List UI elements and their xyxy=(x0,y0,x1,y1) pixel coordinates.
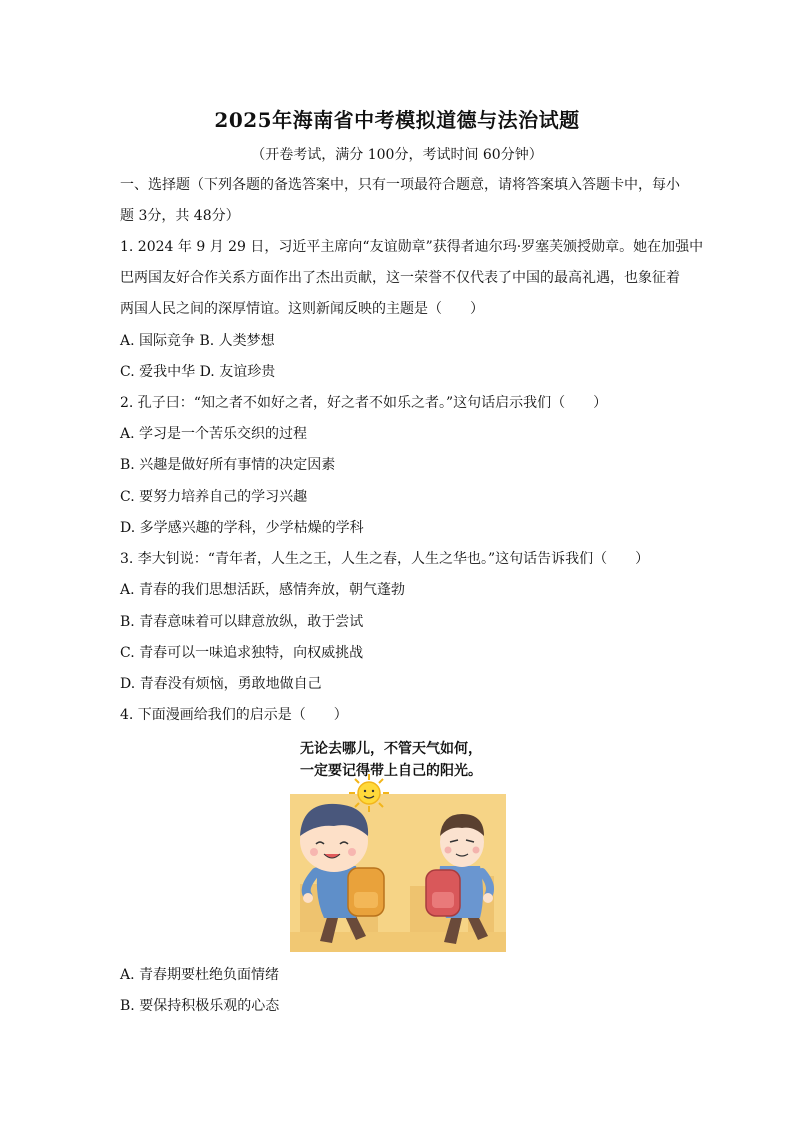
q3-stem: 3. 李大钊说：“青年者，人生之王，人生之春，人生之华也。”这句话告诉我们（ ） xyxy=(120,551,650,567)
q3-option-c: C. 青春可以一味追求独特，向权威挑战 xyxy=(120,645,364,661)
q1-stem-line3: 两国人民之间的深厚情谊。这则新闻反映的主题是（ ） xyxy=(120,301,484,317)
q2-option-b: B. 兴趣是做好所有事情的决定因素 xyxy=(120,457,336,473)
cartoon-caption-line2: 一定要记得带上自己的阳光。 xyxy=(300,763,482,779)
q4-option-b: B. 要保持积极乐观的心态 xyxy=(120,998,280,1014)
q4-stem: 4. 下面漫画给我们的启示是（ ） xyxy=(120,707,348,723)
q2-option-c: C. 要努力培养自己的学习兴趣 xyxy=(120,489,308,505)
cartoon-caption-line1: 无论去哪儿，不管天气如何， xyxy=(300,741,482,757)
q2-stem: 2. 孔子曰：“知之者不如好之者，好之者不如乐之者。”这句话启示我们（ ） xyxy=(120,395,608,411)
q4-option-a: A. 青春期要杜绝负面情绪 xyxy=(120,967,280,983)
q1-options-cd: C. 爱我中华 D. 友谊珍贵 xyxy=(120,364,276,380)
q1-options-ab: A. 国际竞争 B. 人类梦想 xyxy=(120,333,275,349)
q1-stem-line2: 巴两国友好合作关系方面作出了杰出贡献，这一荣誉不仅代表了中国的最高礼遇，也象征着 xyxy=(120,270,680,286)
q3-option-a: A. 青春的我们思想活跃，感情奔放，朝气蓬勃 xyxy=(120,582,406,598)
q2-option-d: D. 多学感兴趣的学科，少学枯燥的学科 xyxy=(120,520,364,536)
q1-stem-line1: 1. 2024 年 9 月 29 日，习近平主席向“友谊勋章”获得者迪尔玛·罗塞芙颁授勋章。她在加强中 xyxy=(120,239,704,255)
page-title: 2025年海南省中考模拟道德与法治试题 xyxy=(214,108,580,132)
q3-option-b: B. 青春意味着可以肆意放纵，敢于尝试 xyxy=(120,614,364,630)
q2-option-a: A. 学习是一个苦乐交织的过程 xyxy=(120,426,308,442)
cartoon-caption xyxy=(300,738,510,782)
exam-instructions: （开卷考试，满分 100分，考试时间 60分钟） xyxy=(251,147,543,163)
section-heading-line1: 一、选择题（下列各题的备选答案中，只有一项最符合题意，请将答案填入答题卡中，每小 xyxy=(120,177,680,193)
section-heading-line2: 题 3分，共 48分） xyxy=(120,208,240,224)
q3-option-d: D. 青春没有烦恼，勇敢地做自己 xyxy=(120,676,322,692)
